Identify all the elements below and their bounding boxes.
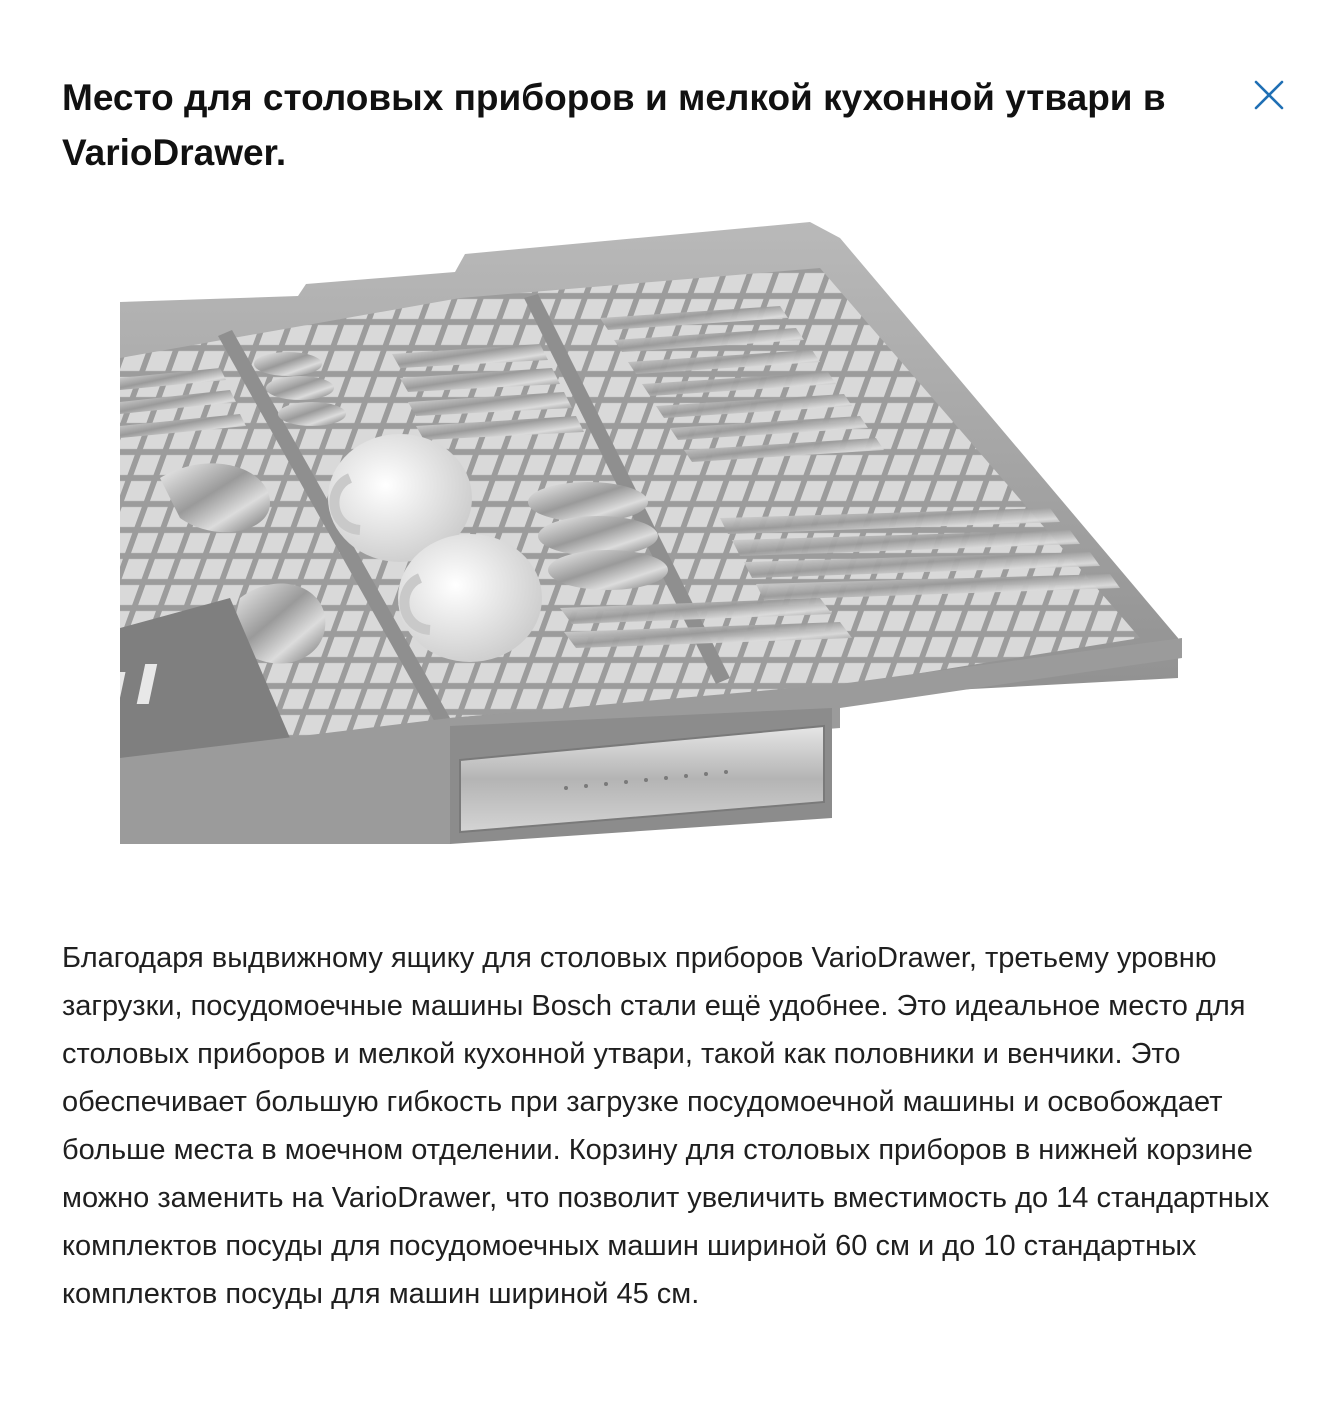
dialog-title: Место для столовых приборов и мелкой кухонной утвари в VarioDrawer. [62,77,1166,173]
dialog-description: Благодаря выдвижному ящику для столовых приборов VarioDrawer, третьему уровню загрузки, посудомоечные машины Bosch стали ещё удобнее. Это идеальное место для столовых приборов и мелкой кухонной утвари, такой как половники и венчики. Это обеспечивает большую гибкость при загрузке посудомоечной машины и освобождает больше места в моечном отделении. Корзину для столовых приборов в нижней корзине можно заменить на VarioDrawer, что позволит увеличить вместимость до 14 стандартных комплектов посуды для посудомоечных машин шириной 60 см и до 10 стандартных комплектов посуды для машин шириной 45 см. [62,942,1270,1310]
close-icon [1244,70,1294,120]
cutlery-drawer-image [120,218,1182,844]
close-button[interactable] [1244,70,1294,120]
cutlery-drawer-photo [120,218,1182,844]
